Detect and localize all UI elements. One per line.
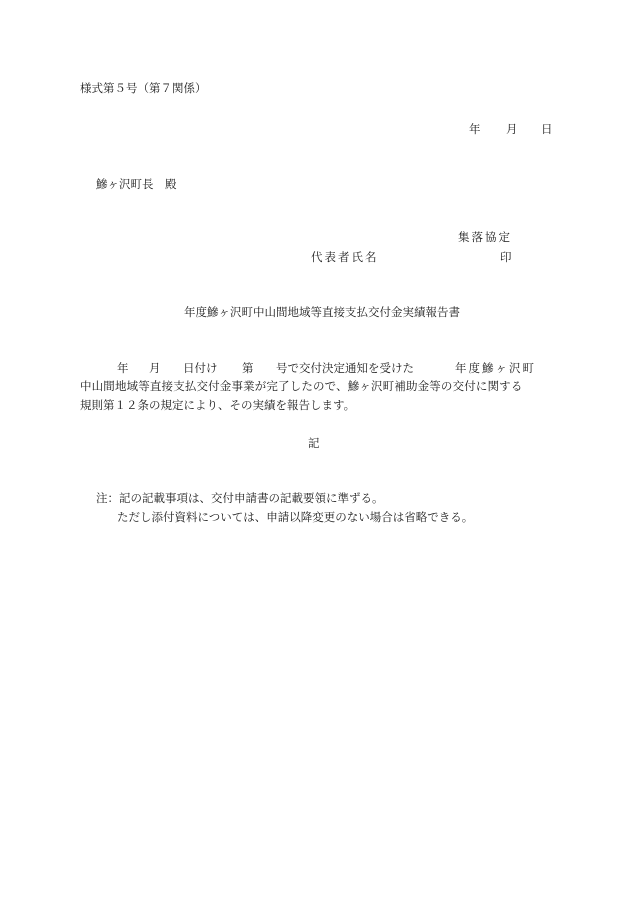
body-line-3: 規則第１２条の規定により、その実績を報告します。 bbox=[80, 398, 356, 412]
body-line-2: 中山間地域等直接支払交付金事業が完了したので、鰺ヶ沢町補助金等の交付に関する bbox=[80, 379, 523, 393]
ki-heading: 記 bbox=[308, 436, 320, 450]
body-fiscal-year: 年度鰺ヶ沢町 bbox=[455, 361, 536, 375]
form-number: 様式第５号（第７関係） bbox=[80, 81, 207, 95]
document-title: 年度鰺ヶ沢町中山間地域等直接支払交付金実績報告書 bbox=[184, 305, 460, 319]
date-year-label: 年 bbox=[469, 122, 481, 136]
body-month: 月 bbox=[149, 361, 161, 375]
note-line-2: ただし添付資料については、申請以降変更のない場合は省略できる。 bbox=[117, 510, 474, 524]
seal-mark: 印 bbox=[500, 250, 512, 264]
body-date-suffix: 日付け bbox=[183, 361, 218, 375]
body-year: 年 bbox=[117, 361, 129, 375]
note-line-1: 注：記の記載事項は、交付申請書の記載要領に準ずる。 bbox=[96, 491, 384, 505]
addressee: 鰺ヶ沢町長 殿 bbox=[96, 177, 177, 191]
body-number-prefix: 第 bbox=[242, 361, 254, 375]
representative-name-label: 代表者氏名 bbox=[311, 250, 379, 264]
date-day-label: 日 bbox=[541, 122, 553, 136]
organization-label: 集落協定 bbox=[458, 230, 512, 244]
body-number-suffix: 号で交付決定通知を受けた bbox=[276, 361, 414, 375]
date-month-label: 月 bbox=[506, 122, 518, 136]
